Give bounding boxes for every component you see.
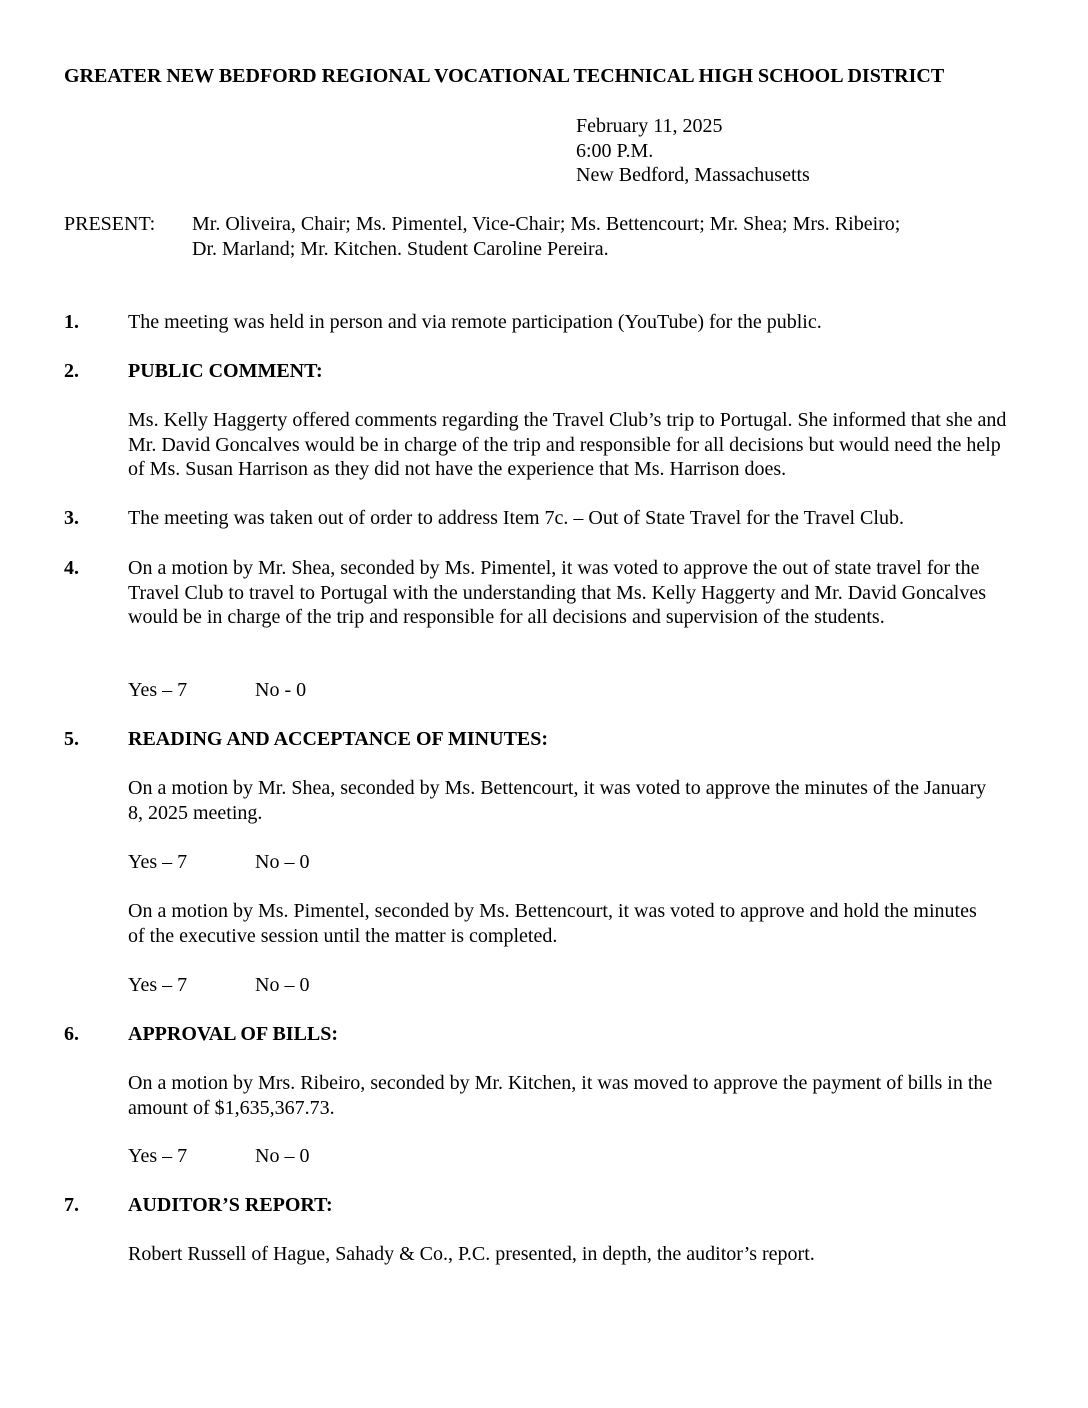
item-number: 6. bbox=[64, 1023, 79, 1045]
vote-result bbox=[128, 1144, 428, 1169]
item-text: On a motion by Mrs. Ribeiro, seconded by Mr. Kitchen, it was moved to approve the payment of bills in the amount of $1,635,367.73. bbox=[128, 1072, 993, 1119]
item-number: 1. bbox=[64, 311, 79, 333]
item-number: 3. bbox=[64, 507, 79, 529]
vote-no: No – 0 bbox=[255, 1145, 310, 1167]
meeting-location: New Bedford, Massachusetts bbox=[576, 164, 810, 186]
item-text: Robert Russell of Hague, Sahady & Co., P.C. presented, in depth, the auditor’s report. bbox=[128, 1243, 815, 1265]
vote-yes: Yes – 7 bbox=[128, 851, 188, 873]
attendees-list bbox=[192, 212, 1012, 261]
vote-no: No - 0 bbox=[255, 679, 307, 701]
vote-yes: Yes – 7 bbox=[128, 1145, 188, 1167]
item-number: 7. bbox=[64, 1194, 79, 1216]
vote-result bbox=[128, 973, 428, 998]
item-text: Ms. Kelly Haggerty offered comments regarding the Travel Club’s trip to Portugal. She informed that she and Mr. David Goncalves would be in charge of the trip and responsible for all decisions but would need the help of Ms. Susan Harrison as they did not have the experience that Ms. Harrison does. bbox=[128, 409, 1007, 480]
item-number: 5. bbox=[64, 728, 79, 750]
vote-yes: Yes – 7 bbox=[128, 974, 188, 996]
item-text: On a motion by Ms. Pimentel, seconded by Ms. Bettencourt, it was voted to approve and hold the minutes of the executive session until the matter is completed. bbox=[128, 900, 977, 947]
item-text: On a motion by Mr. Shea, seconded by Ms. Bettencourt, it was voted to approve the minutes of the January 8, 2025 meeting. bbox=[128, 777, 987, 824]
vote-yes: Yes – 7 bbox=[128, 679, 188, 701]
item-text: The meeting was taken out of order to address Item 7c. – Out of State Travel for the Travel Club. bbox=[128, 507, 904, 529]
item-number: 4. bbox=[64, 557, 79, 579]
present-label: PRESENT: bbox=[64, 213, 156, 235]
section-heading-bills: APPROVAL OF BILLS: bbox=[128, 1023, 339, 1045]
meeting-time: 6:00 P.M. bbox=[576, 139, 654, 162]
item-text: The meeting was held in person and via remote participation (YouTube) for the public. bbox=[128, 311, 822, 333]
vote-result bbox=[128, 678, 428, 703]
vote-no: No – 0 bbox=[255, 974, 310, 996]
vote-result bbox=[128, 850, 428, 875]
attendees-line-1: Mr. Oliveira, Chair; Ms. Pimentel, Vice-Chair; Ms. Bettencourt; Mr. Shea; Mrs. Ribeiro; bbox=[192, 213, 901, 235]
meeting-info bbox=[576, 114, 810, 188]
vote-no: No – 0 bbox=[255, 851, 310, 873]
section-heading-minutes: READING AND ACCEPTANCE OF MINUTES: bbox=[128, 728, 549, 750]
item-number: 2. bbox=[64, 360, 79, 382]
document-title: GREATER NEW BEDFORD REGIONAL VOCATIONAL TECHNICAL HIGH SCHOOL DISTRICT bbox=[64, 65, 945, 87]
section-heading-public-comment: PUBLIC COMMENT: bbox=[128, 360, 323, 382]
attendees-line-2: Dr. Marland; Mr. Kitchen. Student Caroline Pereira. bbox=[192, 237, 609, 260]
section-heading-auditor: AUDITOR’S REPORT: bbox=[128, 1194, 333, 1216]
meeting-date: February 11, 2025 bbox=[576, 115, 723, 137]
item-text: On a motion by Mr. Shea, seconded by Ms. Pimentel, it was voted to approve the out of state travel for the Travel Club to travel to Portugal with the understanding that Ms. Kelly Haggerty and Mr. David Goncalves would be in charge of the trip and responsible for all decisions and supervision of the students. bbox=[128, 557, 987, 628]
